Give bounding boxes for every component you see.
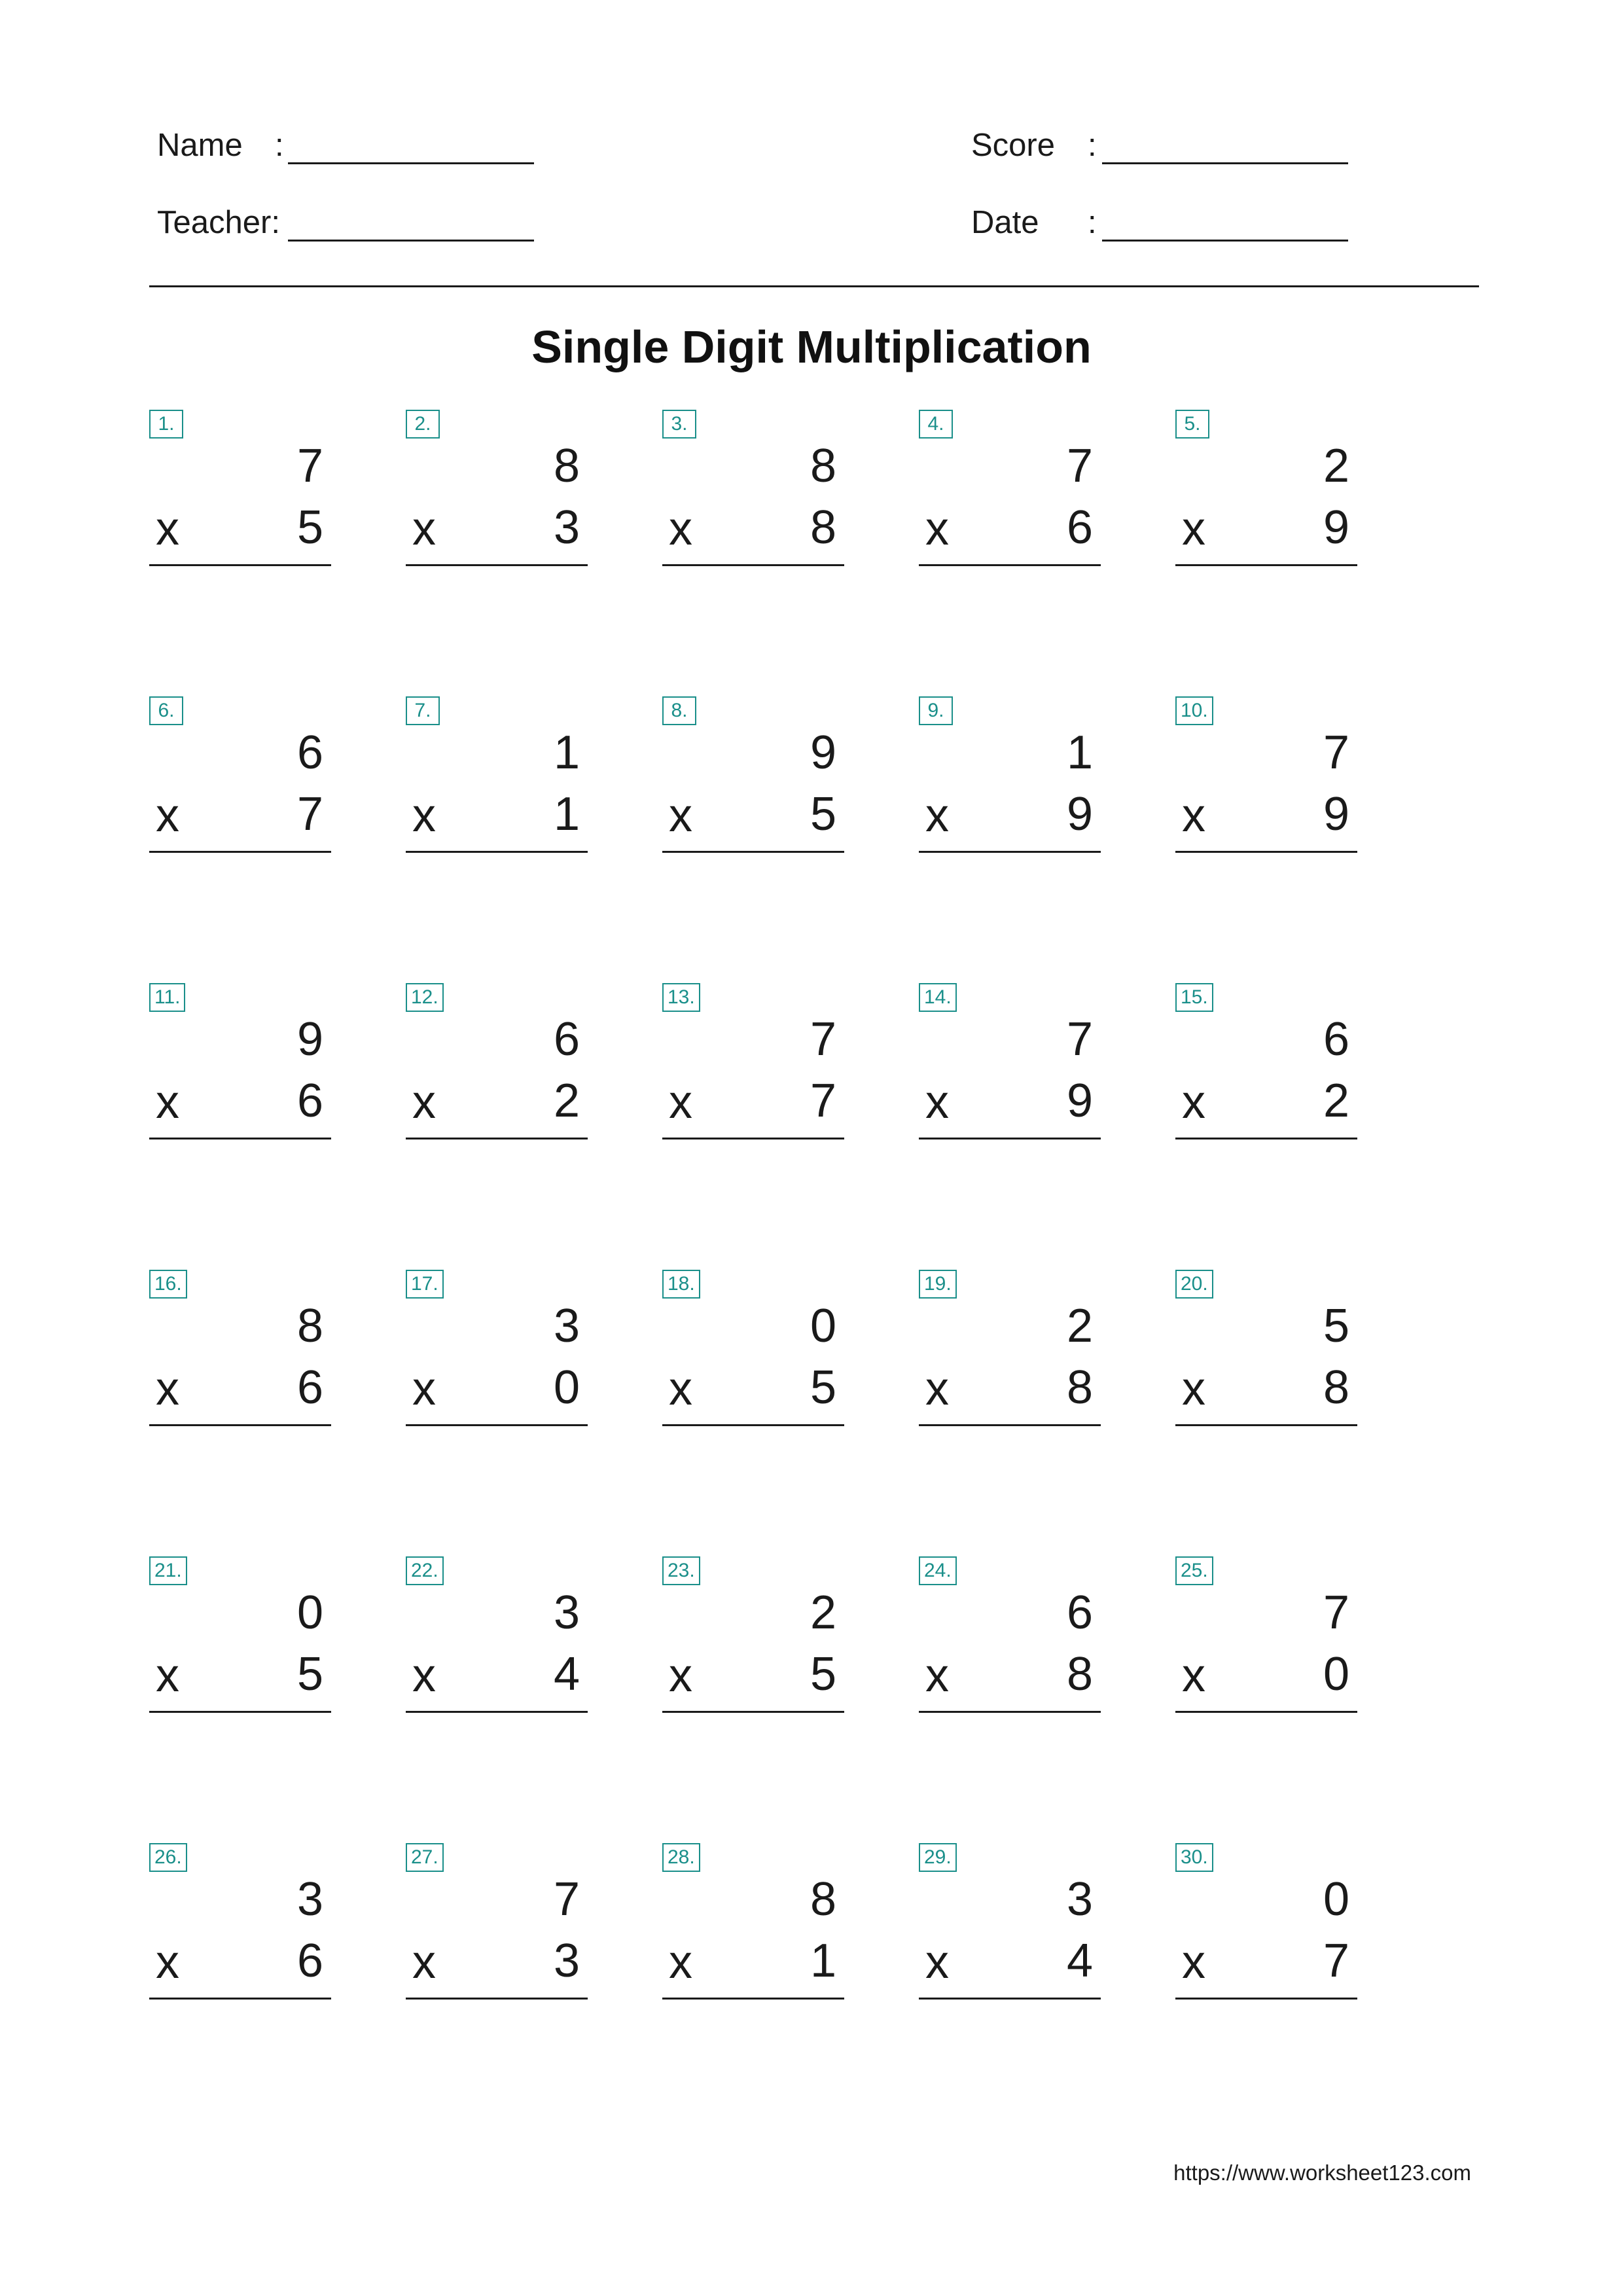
problem-11 — [149, 983, 331, 1140]
multiplier: 1 — [553, 788, 580, 840]
name-blank-line[interactable] — [288, 162, 534, 164]
multiplicand: 1 — [553, 726, 580, 779]
multiplier: 9 — [1066, 788, 1093, 840]
answer-line[interactable] — [919, 564, 1101, 566]
problem-5 — [1175, 410, 1357, 567]
multiplicand: 0 — [296, 1587, 323, 1639]
problem-number: 17. — [406, 1270, 444, 1299]
answer-line[interactable] — [149, 1138, 331, 1139]
problem-number: 3. — [662, 410, 696, 439]
problem-number: 5. — [1175, 410, 1209, 439]
answer-line[interactable] — [1175, 851, 1357, 853]
multiply-operator: x — [925, 1649, 949, 1702]
teacher-field[interactable] — [157, 204, 537, 246]
problem-8 — [662, 696, 844, 853]
multiplier: 5 — [296, 501, 323, 554]
multiplicand: 8 — [810, 1873, 836, 1926]
multiplier: 8 — [810, 501, 836, 554]
problem-4 — [919, 410, 1101, 567]
answer-line[interactable] — [406, 1424, 588, 1426]
multiply-operator: x — [412, 1936, 436, 1988]
teacher-label: Teacher: — [157, 205, 280, 240]
multiplier: 6 — [1066, 501, 1093, 554]
problem-number: 19. — [919, 1270, 957, 1299]
answer-line[interactable] — [1175, 1424, 1357, 1426]
score-colon: : — [1088, 128, 1097, 163]
multiply-operator: x — [925, 1076, 949, 1128]
problem-number: 2. — [406, 410, 440, 439]
name-field[interactable] — [157, 127, 537, 169]
problem-17 — [406, 1270, 588, 1427]
multiplier: 9 — [1323, 788, 1349, 840]
problem-number: 15. — [1175, 983, 1213, 1012]
multiply-operator: x — [412, 1076, 436, 1128]
multiplier: 8 — [1066, 1648, 1093, 1700]
problem-10 — [1175, 696, 1357, 853]
problem-13 — [662, 983, 844, 1140]
answer-line[interactable] — [406, 1998, 588, 2000]
page-title: Single Digit Multiplication — [531, 321, 1092, 372]
multiplier: 3 — [553, 501, 580, 554]
problem-19 — [919, 1270, 1101, 1427]
problem-14 — [919, 983, 1101, 1140]
name-label: Name — [157, 128, 243, 163]
multiplier: 7 — [1323, 1935, 1349, 1987]
multiplicand: 6 — [1066, 1587, 1093, 1639]
answer-line[interactable] — [662, 1998, 844, 2000]
multiplicand: 6 — [296, 726, 323, 779]
problem-30 — [1175, 1843, 1357, 2000]
multiplicand: 3 — [296, 1873, 323, 1926]
problem-26 — [149, 1843, 331, 2000]
multiply-operator: x — [1182, 789, 1205, 842]
problem-21 — [149, 1556, 331, 1713]
problem-number: 6. — [149, 696, 183, 725]
multiplier: 5 — [810, 1648, 836, 1700]
problem-23 — [662, 1556, 844, 1713]
multiply-operator: x — [412, 789, 436, 842]
multiplicand: 6 — [553, 1013, 580, 1066]
multiply-operator: x — [1182, 503, 1205, 555]
multiply-operator: x — [156, 1936, 179, 1988]
problem-number: 26. — [149, 1843, 187, 1872]
multiplier: 4 — [553, 1648, 580, 1700]
multiplicand: 8 — [553, 440, 580, 492]
multiply-operator: x — [1182, 1076, 1205, 1128]
problem-28 — [662, 1843, 844, 2000]
multiplier: 0 — [1323, 1648, 1349, 1700]
problem-number: 16. — [149, 1270, 187, 1299]
multiply-operator: x — [669, 503, 692, 555]
multiplicand: 8 — [296, 1300, 323, 1352]
multiplier: 7 — [810, 1075, 836, 1127]
answer-line[interactable] — [919, 1424, 1101, 1426]
problem-number: 10. — [1175, 696, 1213, 725]
answer-line[interactable] — [149, 1711, 331, 1713]
multiplicand: 6 — [1323, 1013, 1349, 1066]
problem-12 — [406, 983, 588, 1140]
answer-line[interactable] — [1175, 1998, 1357, 2000]
answer-line[interactable] — [919, 1998, 1101, 2000]
problem-6 — [149, 696, 331, 853]
problem-9 — [919, 696, 1101, 853]
answer-line[interactable] — [149, 564, 331, 566]
problem-number: 23. — [662, 1556, 700, 1585]
multiplier: 9 — [1323, 501, 1349, 554]
header-divider — [149, 285, 1479, 287]
multiply-operator: x — [669, 1363, 692, 1415]
multiplier: 6 — [296, 1361, 323, 1414]
date-blank-line[interactable] — [1102, 240, 1348, 242]
multiplicand: 3 — [1066, 1873, 1093, 1926]
multiplier: 6 — [296, 1075, 323, 1127]
problem-number: 22. — [406, 1556, 444, 1585]
multiplicand: 0 — [1323, 1873, 1349, 1926]
problem-7 — [406, 696, 588, 853]
multiplicand: 7 — [1323, 1587, 1349, 1639]
problem-number: 21. — [149, 1556, 187, 1585]
problem-number: 9. — [919, 696, 953, 725]
multiplicand: 5 — [1323, 1300, 1349, 1352]
multiply-operator: x — [925, 503, 949, 555]
problem-number: 29. — [919, 1843, 957, 1872]
problem-1 — [149, 410, 331, 567]
multiply-operator: x — [412, 1363, 436, 1415]
multiplier: 9 — [1066, 1075, 1093, 1127]
multiply-operator: x — [925, 789, 949, 842]
answer-line[interactable] — [406, 851, 588, 853]
problem-number: 25. — [1175, 1556, 1213, 1585]
problem-number: 4. — [919, 410, 953, 439]
multiplier: 8 — [1066, 1361, 1093, 1414]
multiply-operator: x — [156, 1076, 179, 1128]
problem-number: 11. — [149, 983, 185, 1012]
answer-line[interactable] — [919, 851, 1101, 853]
score-field[interactable] — [971, 127, 1351, 169]
multiplier: 5 — [810, 1361, 836, 1414]
problem-29 — [919, 1843, 1101, 2000]
multiplier: 0 — [553, 1361, 580, 1414]
answer-line[interactable] — [1175, 1138, 1357, 1139]
date-field[interactable] — [971, 204, 1351, 246]
multiply-operator: x — [669, 1936, 692, 1988]
answer-line[interactable] — [149, 1424, 331, 1426]
multiplicand: 2 — [1066, 1300, 1093, 1352]
multiplicand: 7 — [553, 1873, 580, 1926]
score-blank-line[interactable] — [1102, 162, 1348, 164]
problem-18 — [662, 1270, 844, 1427]
multiply-operator: x — [1182, 1363, 1205, 1415]
answer-line[interactable] — [406, 1138, 588, 1139]
multiplier: 6 — [296, 1935, 323, 1987]
multiplicand: 2 — [1323, 440, 1349, 492]
multiplier: 7 — [296, 788, 323, 840]
multiplicand: 9 — [296, 1013, 323, 1066]
multiply-operator: x — [669, 1076, 692, 1128]
problem-number: 1. — [149, 410, 183, 439]
multiply-operator: x — [156, 1649, 179, 1702]
multiplier: 8 — [1323, 1361, 1349, 1414]
multiplicand: 7 — [1066, 440, 1093, 492]
multiplier: 2 — [553, 1075, 580, 1127]
problem-3 — [662, 410, 844, 567]
answer-line[interactable] — [1175, 564, 1357, 566]
problem-number: 8. — [662, 696, 696, 725]
problem-number: 27. — [406, 1843, 444, 1872]
multiplicand: 1 — [1066, 726, 1093, 779]
multiply-operator: x — [669, 789, 692, 842]
problem-number: 7. — [406, 696, 440, 725]
multiplicand: 3 — [553, 1300, 580, 1352]
answer-line[interactable] — [662, 1711, 844, 1713]
multiplier: 5 — [296, 1648, 323, 1700]
problem-27 — [406, 1843, 588, 2000]
answer-line[interactable] — [149, 851, 331, 853]
multiplicand: 2 — [810, 1587, 836, 1639]
teacher-blank-line[interactable] — [288, 240, 534, 242]
multiplier: 5 — [810, 788, 836, 840]
multiplicand: 9 — [810, 726, 836, 779]
answer-line[interactable] — [662, 1138, 844, 1139]
problem-22 — [406, 1556, 588, 1713]
multiplier: 4 — [1066, 1935, 1093, 1987]
multiplier: 1 — [810, 1935, 836, 1987]
multiplicand: 7 — [810, 1013, 836, 1066]
problem-number: 20. — [1175, 1270, 1213, 1299]
problem-16 — [149, 1270, 331, 1427]
answer-line[interactable] — [662, 564, 844, 566]
multiply-operator: x — [1182, 1649, 1205, 1702]
multiply-operator: x — [925, 1363, 949, 1415]
answer-line[interactable] — [406, 1711, 588, 1713]
answer-line[interactable] — [919, 1138, 1101, 1139]
problem-15 — [1175, 983, 1357, 1140]
score-label: Score — [971, 128, 1056, 163]
problem-number: 12. — [406, 983, 444, 1012]
date-colon: : — [1088, 205, 1097, 240]
multiply-operator: x — [1182, 1936, 1205, 1988]
problem-2 — [406, 410, 588, 567]
date-label: Date — [971, 205, 1039, 240]
problem-number: 28. — [662, 1843, 700, 1872]
answer-line[interactable] — [406, 564, 588, 566]
multiply-operator: x — [156, 503, 179, 555]
answer-line[interactable] — [662, 851, 844, 853]
answer-line[interactable] — [149, 1998, 331, 2000]
multiply-operator: x — [925, 1936, 949, 1988]
multiplicand: 7 — [1323, 726, 1349, 779]
name-colon: : — [275, 128, 284, 163]
problem-25 — [1175, 1556, 1357, 1713]
problem-number: 18. — [662, 1270, 700, 1299]
multiply-operator: x — [412, 1649, 436, 1702]
multiplicand: 7 — [1066, 1013, 1093, 1066]
answer-line[interactable] — [919, 1711, 1101, 1713]
multiplier: 2 — [1323, 1075, 1349, 1127]
problem-number: 30. — [1175, 1843, 1213, 1872]
multiply-operator: x — [156, 789, 179, 842]
problem-20 — [1175, 1270, 1357, 1427]
multiplicand: 7 — [296, 440, 323, 492]
answer-line[interactable] — [1175, 1711, 1357, 1713]
multiply-operator: x — [156, 1363, 179, 1415]
multiply-operator: x — [412, 503, 436, 555]
problem-number: 24. — [919, 1556, 957, 1585]
answer-line[interactable] — [662, 1424, 844, 1426]
problem-number: 13. — [662, 983, 700, 1012]
multiplier: 3 — [553, 1935, 580, 1987]
multiply-operator: x — [669, 1649, 692, 1702]
problem-number: 14. — [919, 983, 957, 1012]
multiplicand: 3 — [553, 1587, 580, 1639]
problem-24 — [919, 1556, 1101, 1713]
multiplicand: 0 — [810, 1300, 836, 1352]
footer-url: https://www.worksheet123.com — [1173, 2161, 1471, 2185]
multiplicand: 8 — [810, 440, 836, 492]
